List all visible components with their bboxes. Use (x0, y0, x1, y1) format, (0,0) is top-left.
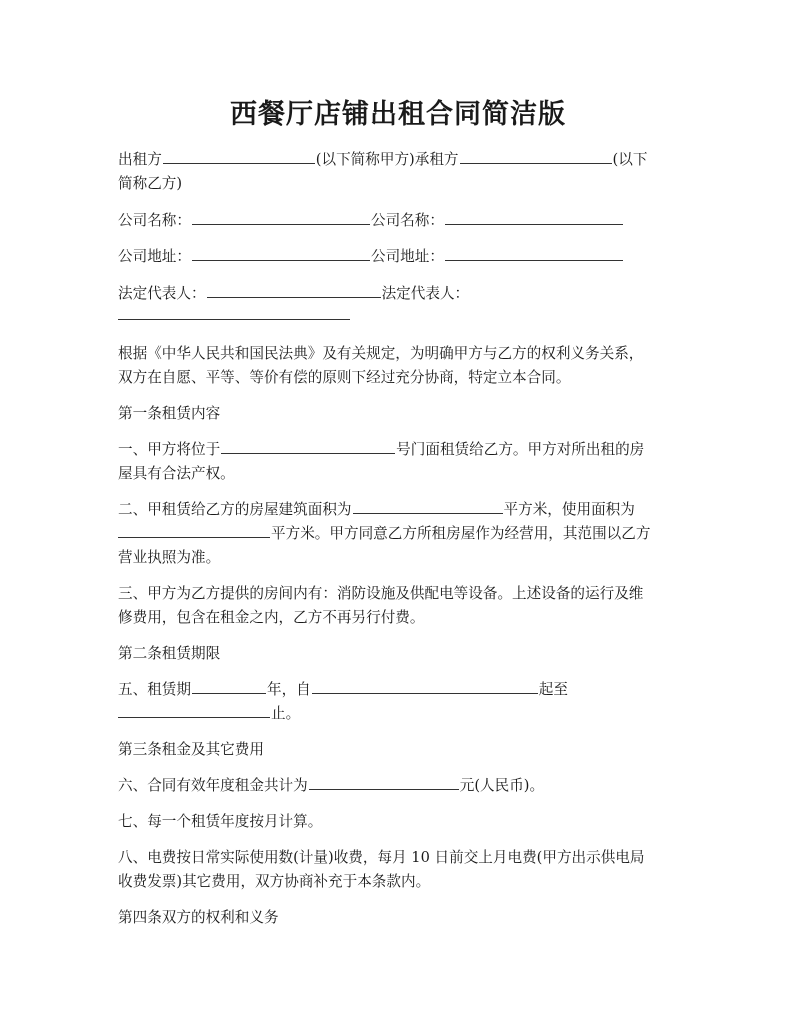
end-date-blank[interactable] (118, 702, 270, 718)
company-address-blank-b[interactable] (445, 245, 623, 261)
company-name-blank-b[interactable] (445, 209, 623, 225)
section-heading (118, 906, 688, 930)
text-line (118, 810, 688, 834)
text-segment: 年，自 (266, 681, 311, 698)
text-segment: 第三条租金及其它费用 (118, 741, 264, 758)
text-line (118, 606, 688, 630)
clause-line (118, 438, 688, 462)
lessor-lessee-line (118, 148, 688, 172)
text-segment: 简称乙方) (118, 175, 183, 192)
text-segment: (以下简称甲方)承租方 (315, 151, 459, 168)
text-segment: 平方米。甲方同意乙方所租房屋作为经营用，其范围以乙方 (271, 525, 651, 542)
text-line (118, 172, 688, 196)
lease-term-line (118, 678, 688, 702)
text-segment: 修费用，包含在租金之内，乙方不再另行付费。 (118, 609, 425, 626)
text-segment: 第四条双方的权利和义务 (118, 909, 279, 926)
company-name-label-a: 公司名称： (118, 212, 191, 229)
text-segment: 起至 (538, 681, 568, 698)
company-name-label-b: 公司名称： (370, 212, 444, 229)
document-title: 西餐厅店铺出租合同简洁版 (230, 99, 566, 130)
text-segment: 止。 (271, 705, 301, 722)
location-blank[interactable] (221, 438, 395, 454)
legal-rep-blank-a[interactable] (207, 282, 381, 298)
text-segment: 八、电费按日常实际使用数(计量)收费，每月 10 日前交上月电费(甲方出示供电局 (118, 849, 645, 866)
text-segment: 平方米，使用面积为 (503, 501, 635, 518)
text-segment: 出租方 (118, 151, 162, 168)
section-heading (118, 642, 688, 666)
text-segment: 第二条租赁期限 (118, 645, 221, 662)
company-address-blank-a[interactable] (192, 245, 370, 261)
text-segment: 二、甲租赁给乙方的房屋建筑面积为 (118, 501, 352, 518)
legal-rep-line (118, 282, 688, 306)
text-line (118, 366, 688, 390)
text-segment: 屋具有合法产权。 (118, 465, 235, 482)
text-segment: 五、租赁期 (118, 681, 191, 698)
text-line (118, 546, 688, 570)
text-segment: 一、甲方将位于 (118, 441, 221, 458)
text-line (118, 870, 688, 894)
lease-term-line (118, 702, 688, 726)
text-line (118, 462, 688, 486)
company-address-label-b: 公司地址： (370, 248, 444, 265)
text-line (118, 342, 688, 366)
text-segment: 收费发票)其它费用，双方协商补充于本条款内。 (118, 873, 431, 890)
text-segment: 七、每一个租赁年度按月计算。 (118, 813, 323, 830)
usable-area-blank[interactable] (118, 522, 270, 538)
annual-rent-blank[interactable] (309, 774, 459, 790)
clause-line (118, 498, 688, 522)
company-address-line (118, 245, 688, 269)
text-line (118, 582, 688, 606)
legal-rep-label-a: 法定代表人： (118, 285, 206, 302)
section-heading (118, 402, 688, 426)
clause-line (118, 522, 688, 546)
lessee-blank[interactable] (460, 148, 612, 164)
text-segment: (以下 (612, 151, 648, 168)
lessor-blank[interactable] (163, 148, 315, 164)
legal-rep-continuation-line (118, 304, 688, 328)
text-segment: 元(人民币)。 (459, 777, 545, 794)
text-segment: 根据《中华人民共和国民法典》及有关规定，为明确甲方与乙方的权利义务关系， (118, 345, 644, 362)
term-years-blank[interactable] (192, 678, 266, 694)
building-area-blank[interactable] (353, 498, 503, 514)
section-heading (118, 738, 688, 762)
company-name-line (118, 209, 688, 233)
text-segment: 三、甲方为乙方提供的房间内有：消防设施及供配电等设备。上述设备的运行及维 (118, 585, 644, 602)
text-line (118, 846, 688, 870)
text-segment: 号门面租赁给乙方。甲方对所出租的房 (396, 441, 645, 458)
text-segment: 第一条租赁内容 (118, 405, 221, 422)
legal-rep-blank-b[interactable] (118, 304, 350, 320)
text-segment: 双方在自愿、平等、等价有偿的原则下经过充分协商，特定立本合同。 (118, 369, 571, 386)
company-address-label-a: 公司地址： (118, 248, 191, 265)
company-name-blank-a[interactable] (192, 209, 370, 225)
rent-line (118, 774, 688, 798)
start-date-blank[interactable] (312, 678, 538, 694)
legal-rep-label-b: 法定代表人： (381, 285, 470, 302)
text-segment: 营业执照为准。 (118, 549, 221, 566)
text-segment: 六、合同有效年度租金共计为 (118, 777, 308, 794)
